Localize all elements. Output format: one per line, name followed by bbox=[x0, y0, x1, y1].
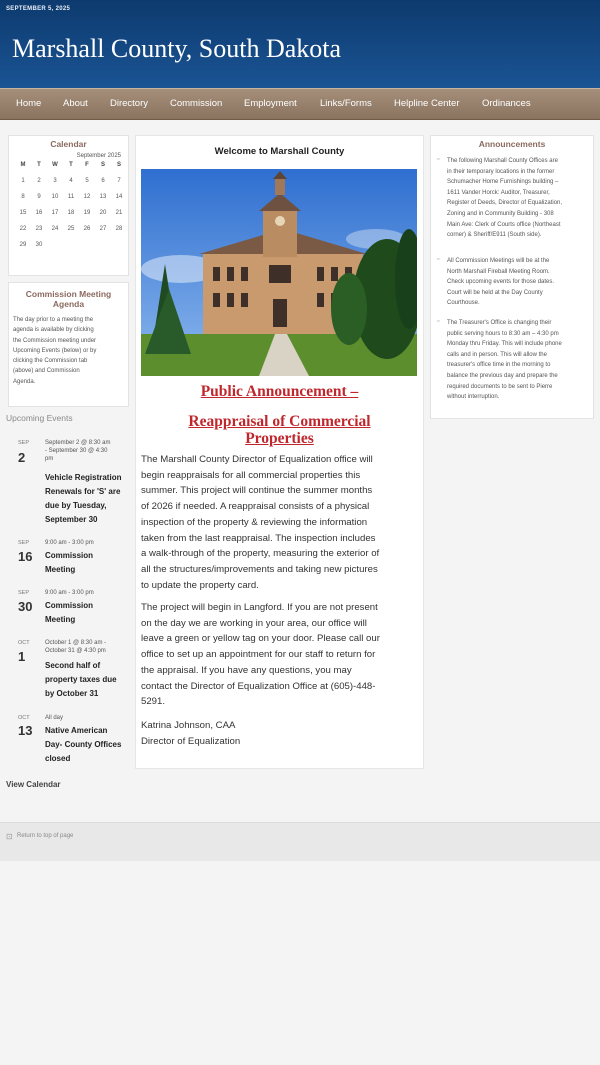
text-line: office to set up an appointment for our staff to return for bbox=[141, 649, 376, 661]
calendar-title: Calendar bbox=[50, 139, 87, 149]
calendar-day[interactable]: 29 bbox=[19, 242, 27, 248]
calendar-day bbox=[79, 242, 95, 258]
bullet-icon: ▫ bbox=[437, 256, 440, 263]
calendar-day[interactable]: 24 bbox=[51, 226, 59, 232]
text-line: summer. This project will continue the summer months bbox=[141, 485, 373, 497]
calendar-day bbox=[63, 242, 79, 258]
nav-commission[interactable]: Commission bbox=[170, 98, 223, 109]
calendar-week bbox=[15, 210, 127, 226]
text-line: Zoning and in Community Building - 308 bbox=[447, 210, 554, 217]
signature-title: Director of Equalization bbox=[141, 735, 241, 747]
calendar-day[interactable]: 30 bbox=[35, 242, 43, 248]
calendar-day[interactable]: 21 bbox=[115, 210, 123, 216]
text-line: balance the previous day and prepare the bbox=[447, 372, 558, 379]
calendar-day[interactable]: 18 bbox=[67, 210, 75, 216]
agenda-line: Upcoming Events (below) or by bbox=[13, 347, 97, 354]
event-time-line: October 1 @ 8:30 am - bbox=[45, 640, 107, 646]
announcement-paragraph-1 bbox=[141, 452, 419, 593]
text-line: taken from the last reappraisal. The inspection includes bbox=[141, 532, 376, 544]
agenda-text bbox=[13, 315, 125, 387]
calendar-day[interactable]: 16 bbox=[35, 210, 43, 216]
event-title-line[interactable]: Second half of bbox=[45, 661, 101, 670]
event-time bbox=[45, 439, 131, 463]
calendar-day[interactable]: 28 bbox=[115, 226, 123, 232]
text-line: Register of Deeds, Director of Equalization, bbox=[447, 200, 563, 207]
text-line: Court will be held at the Day County bbox=[447, 289, 543, 296]
event-title-line[interactable]: September 30 bbox=[45, 515, 98, 524]
calendar-day[interactable]: 27 bbox=[99, 226, 107, 232]
text-line: All Commission Meetings will be at the bbox=[447, 258, 550, 264]
event-title[interactable] bbox=[45, 471, 131, 527]
courthouse-photo bbox=[141, 169, 417, 376]
text-line: all the structures/improvements and taking new pictures bbox=[141, 563, 378, 575]
event-month: OCT bbox=[18, 715, 30, 721]
weekday: T bbox=[37, 162, 41, 168]
calendar-day[interactable]: 26 bbox=[83, 226, 91, 232]
event-time-line: All day bbox=[45, 715, 64, 721]
nav-directory[interactable]: Directory bbox=[110, 98, 149, 109]
back-to-top-link[interactable]: Return to top of page bbox=[17, 833, 74, 839]
weekday: F bbox=[85, 162, 89, 168]
calendar-day[interactable]: 13 bbox=[99, 194, 107, 200]
calendar-day[interactable]: 11 bbox=[67, 194, 75, 200]
calendar-day[interactable]: 19 bbox=[83, 210, 91, 216]
text-line: Courthouse. bbox=[447, 300, 480, 307]
event-time-line: 9:00 am - 3:00 pm bbox=[45, 590, 94, 596]
text-line: Monday thru Friday. This will include phone bbox=[447, 341, 562, 348]
event-title-line[interactable]: due by Tuesday, bbox=[45, 501, 107, 510]
arrow-up-icon: ⊡ bbox=[6, 832, 13, 841]
event-time bbox=[45, 589, 131, 597]
event-month: SEP bbox=[18, 440, 30, 446]
calendar-widget bbox=[8, 135, 129, 276]
text-line: corner) & Sheriff/E911 (South side). bbox=[447, 232, 542, 239]
calendar-weekdays bbox=[15, 162, 127, 178]
text-line: contact the Director of Equalization Office at (605)-448- bbox=[141, 680, 376, 692]
text-line: the appraisal. If you have any questions, you may bbox=[141, 664, 352, 676]
event-item[interactable] bbox=[6, 637, 128, 707]
header-date: SEPTEMBER 5, 2025 bbox=[6, 6, 71, 12]
text-line: The Treasurer's Office is changing their bbox=[447, 320, 552, 326]
event-title-line[interactable]: Commission bbox=[45, 551, 94, 560]
event-month: SEP bbox=[18, 590, 30, 596]
text-line: 1611 Vander Horck: Auditor, Treasurer, bbox=[447, 189, 550, 196]
bullet-icon: ▫ bbox=[437, 156, 440, 163]
event-item[interactable] bbox=[6, 437, 128, 532]
text-line: required documents to be sent to Pierre bbox=[447, 383, 553, 390]
text-line: inspection of the property & reviewing the information bbox=[141, 516, 368, 528]
calendar-day[interactable]: 4 bbox=[69, 178, 73, 184]
calendar-day[interactable]: 10 bbox=[51, 194, 59, 200]
calendar-day[interactable]: 2 bbox=[37, 178, 41, 184]
weekday: M bbox=[20, 162, 26, 168]
text-line: in their temporary locations in the former bbox=[447, 168, 555, 175]
text-line: The Marshall County Director of Equalization office will bbox=[141, 454, 373, 465]
event-month: SEP bbox=[18, 540, 30, 546]
calendar-week bbox=[15, 242, 127, 258]
event-title-line[interactable]: Vehicle Registration bbox=[45, 473, 122, 482]
event-time-line: October 31 @ 4:30 pm bbox=[45, 648, 106, 654]
event-time bbox=[45, 539, 131, 547]
text-line: calls and in person. This will allow the bbox=[447, 351, 547, 358]
event-item[interactable] bbox=[6, 537, 128, 581]
bullet-icon: ▫ bbox=[437, 318, 440, 325]
agenda-line: agenda is available by clicking bbox=[13, 327, 94, 334]
event-title-line[interactable]: Native American bbox=[45, 726, 108, 735]
announcement-paragraph-2 bbox=[141, 600, 419, 710]
text-line: North Marshall Fireball Meeting Room. bbox=[447, 268, 550, 275]
event-time-line: - September 30 @ 4:30 bbox=[45, 448, 108, 454]
weekday: S bbox=[100, 162, 105, 168]
nav-helpline-center[interactable]: Helpline Center bbox=[394, 98, 460, 109]
event-title[interactable] bbox=[45, 659, 131, 701]
agenda-line: (above) and Commission bbox=[13, 368, 80, 375]
event-time-line: September 2 @ 8:30 am bbox=[45, 440, 111, 446]
event-day: 1 bbox=[18, 649, 26, 664]
weekday: T bbox=[69, 162, 73, 168]
event-item[interactable] bbox=[6, 587, 128, 631]
text-line: on the day we are working in your area, our office will bbox=[141, 617, 367, 629]
event-title-line[interactable]: by October 31 bbox=[45, 689, 99, 698]
event-title-line[interactable]: Commission bbox=[45, 601, 94, 610]
text-line: 5291. bbox=[141, 696, 166, 708]
calendar-day[interactable]: 25 bbox=[67, 226, 75, 232]
text-line: of 2026 if needed. A reappraisal consists of a physical bbox=[141, 501, 370, 513]
text-line: to update the property card. bbox=[141, 579, 259, 591]
event-day: 30 bbox=[18, 599, 33, 614]
site-header bbox=[0, 0, 600, 88]
view-calendar-link[interactable]: View Calendar bbox=[6, 780, 61, 789]
agenda-line: clicking the Commission tab bbox=[13, 358, 88, 365]
calendar-day[interactable]: 14 bbox=[115, 194, 123, 200]
calendar-day[interactable]: 17 bbox=[51, 210, 59, 216]
text-line: Main Ave: Clerk of Courts office (Northeast bbox=[447, 221, 561, 228]
calendar-day[interactable]: 3 bbox=[53, 178, 57, 184]
event-title-line[interactable]: closed bbox=[45, 754, 71, 763]
event-title[interactable] bbox=[45, 549, 131, 577]
welcome-heading: Welcome to Marshall County bbox=[214, 146, 345, 157]
agenda-title: Commission Meeting Agenda bbox=[25, 289, 112, 309]
calendar-week bbox=[15, 226, 127, 242]
agenda-line: Agenda. bbox=[13, 378, 36, 385]
event-title[interactable] bbox=[45, 599, 131, 627]
event-title-line[interactable]: Meeting bbox=[45, 615, 76, 624]
event-title-line[interactable]: property taxes due bbox=[45, 675, 117, 684]
calendar-day[interactable]: 6 bbox=[101, 178, 105, 184]
text-line: leave a green or yellow tag on your door. Please call our bbox=[141, 633, 380, 645]
text-line: public serving hours to 8:30 am – 4:30 pm bbox=[447, 330, 559, 337]
text-line: begin reappraisals for all commercial properties this bbox=[141, 469, 361, 481]
text-line: without interruption. bbox=[447, 394, 500, 401]
event-time bbox=[45, 714, 131, 722]
event-time-line: pm bbox=[45, 456, 54, 462]
calendar-day[interactable]: 12 bbox=[83, 194, 91, 200]
text-line: treasurer's office time in the morning to bbox=[447, 362, 551, 369]
calendar-week bbox=[15, 178, 127, 194]
text-line: The following Marshall County Offices are bbox=[447, 158, 558, 164]
nav-employment[interactable]: Employment bbox=[244, 98, 297, 109]
nav-home[interactable]: Home bbox=[16, 98, 42, 109]
upcoming-events-title: Upcoming Events bbox=[6, 413, 73, 423]
agenda-line: The day prior to a meeting the bbox=[13, 317, 94, 323]
site-title[interactable]: Marshall County, South Dakota bbox=[12, 34, 342, 63]
event-title-line[interactable]: Meeting bbox=[45, 565, 76, 574]
weekday: S bbox=[116, 162, 121, 168]
text-line: a walk-through of the property, measuring the exterior of bbox=[141, 548, 380, 560]
main-nav bbox=[0, 88, 600, 120]
event-title[interactable] bbox=[45, 724, 131, 766]
agenda-line: the Commission meeting under bbox=[13, 337, 97, 344]
event-title-line[interactable]: Day- County Offices bbox=[45, 740, 122, 749]
announcement-subheading-cont: Properties bbox=[245, 430, 314, 447]
text-line: Check upcoming events for those dates. bbox=[447, 279, 555, 286]
signature-name: Katrina Johnson, CAA bbox=[141, 720, 236, 731]
calendar-day[interactable]: 9 bbox=[37, 194, 41, 200]
event-time-line: 9:00 am - 3:00 pm bbox=[45, 540, 94, 546]
event-day: 13 bbox=[18, 723, 33, 738]
signature-block bbox=[141, 718, 419, 749]
calendar-day bbox=[111, 242, 127, 258]
calendar-month: September 2025 bbox=[76, 153, 121, 159]
calendar-day bbox=[47, 242, 63, 258]
calendar-day[interactable]: 7 bbox=[117, 178, 121, 184]
announcements-title: Announcements bbox=[478, 139, 546, 149]
event-day: 2 bbox=[18, 450, 26, 465]
main-content bbox=[135, 135, 424, 769]
nav-links-forms[interactable]: Links/Forms bbox=[320, 98, 372, 109]
calendar-week bbox=[15, 194, 127, 210]
calendar-day bbox=[95, 242, 111, 258]
calendar-day[interactable]: 5 bbox=[85, 178, 89, 184]
nav-about[interactable]: About bbox=[63, 98, 88, 109]
weekday: W bbox=[52, 162, 58, 168]
nav-ordinances[interactable]: Ordinances bbox=[482, 98, 531, 109]
calendar-grid bbox=[15, 162, 127, 258]
agenda-widget bbox=[8, 282, 129, 407]
event-day: 16 bbox=[18, 549, 33, 564]
announcement-heading: Public Announcement – bbox=[200, 383, 359, 400]
calendar-day[interactable]: 15 bbox=[19, 210, 27, 216]
text-line: The project will begin in Langford. If you are not present bbox=[141, 602, 378, 613]
event-month: OCT bbox=[18, 640, 30, 646]
site-footer bbox=[0, 822, 600, 861]
calendar-day[interactable]: 23 bbox=[35, 226, 43, 232]
calendar-day[interactable]: 1 bbox=[21, 178, 25, 184]
announcement-subheading: Reappraisal of Commercial bbox=[188, 413, 371, 430]
event-title-line[interactable]: Renewals for 'S' are bbox=[45, 487, 121, 496]
text-line: Schumacher Home Furnishings building – bbox=[447, 179, 559, 186]
calendar-day[interactable]: 8 bbox=[21, 194, 25, 200]
calendar-day[interactable]: 22 bbox=[19, 226, 27, 232]
event-time bbox=[45, 639, 131, 655]
calendar-day[interactable]: 20 bbox=[99, 210, 107, 216]
announcements-widget bbox=[430, 135, 594, 419]
event-item[interactable] bbox=[6, 712, 128, 770]
